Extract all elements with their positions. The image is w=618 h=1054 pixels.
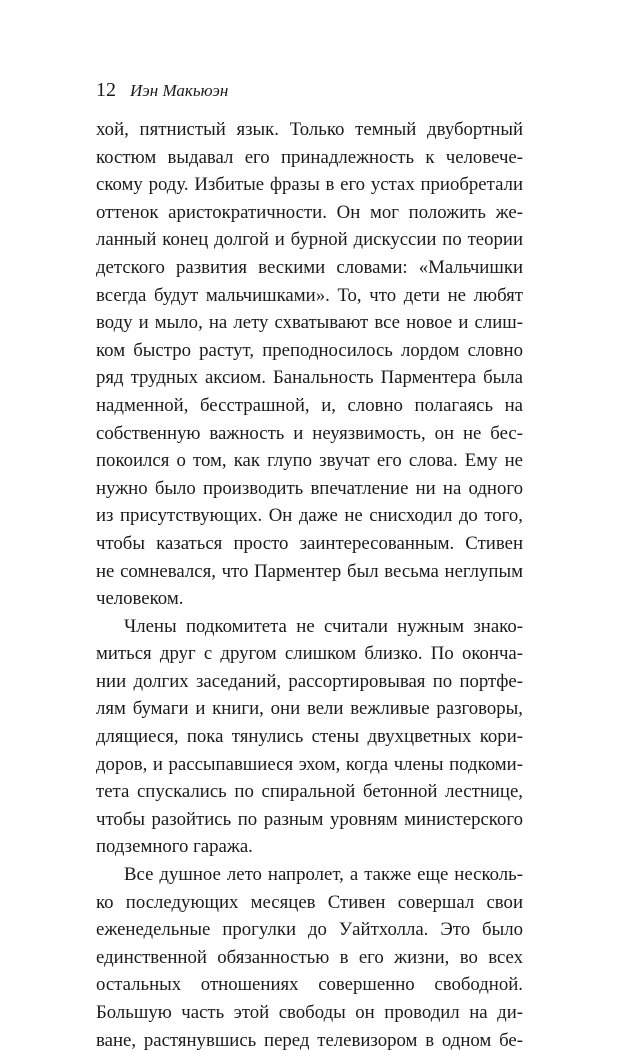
running-head: [96, 79, 228, 101]
text-line: скому роду. Избитые фразы в его устах приобретали: [96, 174, 523, 196]
text-line: воду и мыло, на лету схватывают все новое и слиш-: [96, 312, 523, 334]
text-line: тета спускались по спиральной бетонной лестнице,: [96, 781, 523, 803]
text-line: костюм выдавал его принадлежность к человече-: [96, 146, 523, 168]
text-line: ко последующих месяцев Стивен совершал свои: [96, 891, 523, 913]
text-line: доров, и рассыпавшиеся эхом, когда члены подкоми-: [96, 753, 523, 775]
text-line: ланный конец долгой и бурной дискуссии по теории: [96, 229, 523, 251]
text-line: Все душное лето напролет, а также еще несколь-: [124, 864, 523, 886]
text-line: оттенок аристократичности. Он мог положить же-: [96, 201, 523, 223]
text-line: надменной, бесстрашной, и, словно полагаясь на: [96, 394, 523, 416]
text-line: человеком.: [96, 588, 184, 610]
text-line: ване, растянувшись перед телевизором в одном бе-: [96, 1029, 523, 1051]
text-line: длящиеся, пока тянулись стены двухцветных кори-: [96, 726, 523, 748]
text-line: ряд трудных аксиом. Банальность Парментера была: [96, 367, 523, 389]
text-line: Большую часть этой свободы он проводил на ди-: [96, 1002, 523, 1023]
text-line: миться друг с другом слишком близко. По оконча-: [96, 643, 523, 665]
text-line: чтобы казаться просто заинтересованным. Стивен: [96, 532, 523, 554]
page-number: 12: [96, 79, 116, 101]
text-line: из присутствующих. Он даже не снисходил до того,: [96, 505, 523, 527]
text-line: ком быстро растут, преподносилось лордом словно: [96, 339, 523, 361]
text-line: нужно было производить впечатление ни на одного: [96, 477, 523, 499]
text-line: чтобы разойтись по разным уровням министерского: [96, 808, 523, 830]
text-line: Члены подкомитета не считали нужным знако-: [124, 615, 523, 637]
text-line: еженедельные прогулки до Уайтхолла. Это было: [96, 919, 523, 941]
text-line: остальных отношениях совершенно свободной.: [96, 974, 523, 996]
body-text: [96, 116, 523, 1054]
text-line: детского развития вескими словами: «Мальчишки: [96, 256, 523, 278]
text-line: единственной обязанностью в его жизни, во всех: [96, 946, 523, 968]
text-line: всегда будут мальчишками». То, что дети не любят: [96, 284, 523, 306]
author-name: Иэн Макьюэн: [130, 81, 229, 100]
text-line: лям бумаги и книги, они вели вежливые разговоры,: [96, 698, 523, 720]
text-line: хой, пятнистый язык. Только темный двубортный: [96, 119, 523, 140]
text-line: не сомневался, что Парментер был весьма неглупым: [96, 560, 523, 582]
text-line: нии долгих заседаний, рассортировывая по портфе-: [96, 670, 523, 692]
text-line: подземного гаража.: [96, 836, 253, 858]
text-line: собственную важность и неуязвимость, он не бес-: [96, 422, 523, 444]
text-line: покоился о том, как глупо звучат его слова. Ему не: [96, 450, 523, 472]
